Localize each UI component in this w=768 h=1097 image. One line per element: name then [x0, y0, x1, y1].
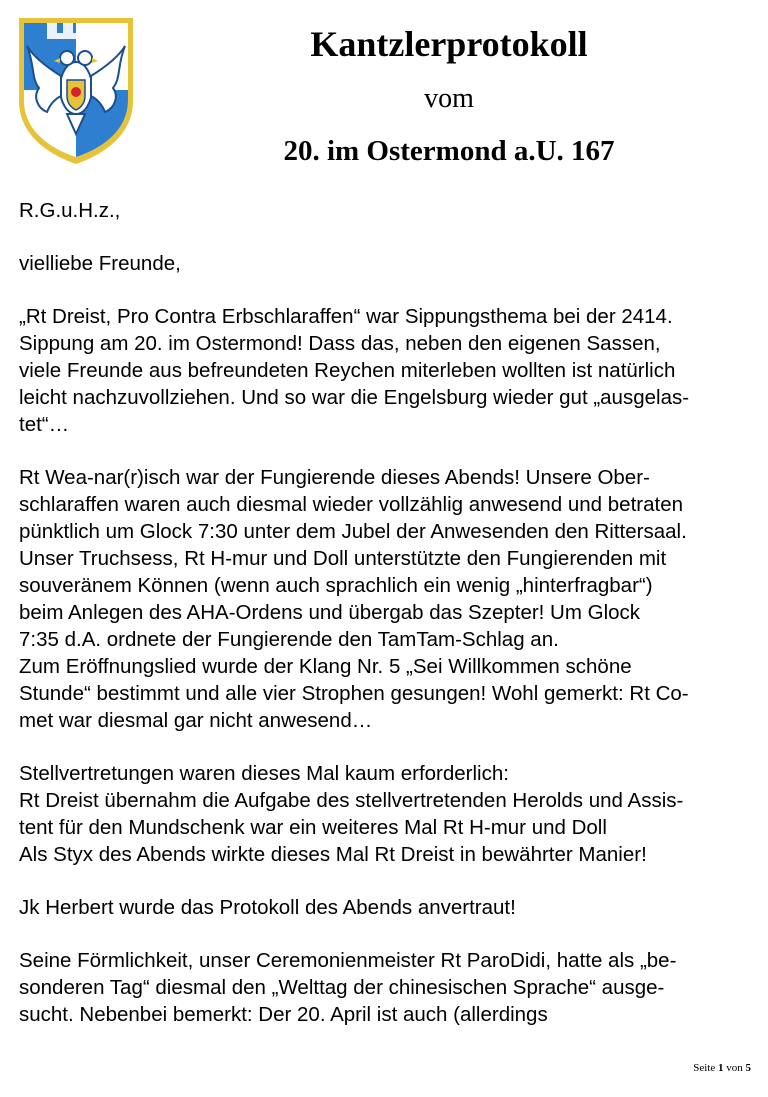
text-line: sonderen Tag“ diesmal den „Welttag der chinesischen Sprache“ ausge- — [19, 976, 665, 999]
text-line: met war diesmal gar nicht anwesend… — [19, 709, 373, 732]
text-line: viele Freunde aus befreundeten Reychen miterleben wollten ist natürlich — [19, 359, 676, 382]
text-line: Rt Wea-nar(r)isch war der Fungierende dieses Abends! Unsere Ober- — [19, 466, 650, 489]
footer-of-label: von — [726, 1062, 743, 1074]
text-line: „Rt Dreist, Pro Contra Erbschlaraffen“ war Sippungsthema bei der 2414. — [19, 305, 673, 328]
text-line: Als Styx des Abends wirkte dieses Mal Rt Dreist in bewährter Manier! — [19, 843, 647, 866]
paragraph — [19, 303, 754, 438]
text-line: Rt Dreist übernahm die Aufgabe des stellvertretenden Herolds und Assis- — [19, 789, 684, 812]
text-line: beim Anlegen des AHA-Ordens und übergab das Szepter! Um Glock — [19, 601, 641, 624]
text-line: Stunde“ bestimmt und alle vier Strophen gesungen! Wohl gemerkt: Rt Co- — [19, 682, 689, 705]
text-line: Jk Herbert wurde das Protokoll des Abends anvertraut! — [19, 896, 516, 919]
text-line: Zum Eröffnungslied wurde der Klang Nr. 5 „Sei Willkommen schöne — [19, 655, 632, 678]
text-line: tent für den Mundschenk war ein weiteres Mal Rt H-mur und Doll — [19, 816, 607, 839]
text-line: Sippung am 20. im Ostermond! Dass das, neben den eigenen Sassen, — [19, 332, 661, 355]
paragraph — [19, 250, 754, 277]
text-line: souveränem Können (wenn auch sprachlich ein wenig „hinterfragbar“) — [19, 574, 653, 597]
footer-page-label: Seite — [693, 1062, 716, 1074]
paragraph — [19, 464, 754, 734]
eagle-crest-icon — [17, 16, 135, 166]
footer-page-number: 1 — [718, 1062, 724, 1074]
text-line: leicht nachzuvollziehen. Und so war die Engelsburg wieder gut „ausgelas- — [19, 386, 690, 409]
document-date: 20. im Ostermond a.U. 167 — [283, 135, 615, 167]
paragraph — [19, 947, 754, 1028]
text-line: Seine Förmlichkeit, unser Ceremonienmeister Rt ParoDidi, hatte als „be- — [19, 949, 677, 972]
paragraph — [19, 197, 754, 224]
text-line: R.G.u.H.z., — [19, 199, 121, 222]
text-line: vielliebe Freunde, — [19, 252, 181, 275]
text-line: sucht. Nebenbei bemerkt: Der 20. April ist auch (allerdings — [19, 1003, 548, 1026]
text-line: tet“… — [19, 413, 70, 436]
text-line: Stellvertretungen waren dieses Mal kaum erforderlich: — [19, 762, 509, 785]
document-vom: vom — [424, 83, 474, 114]
document-header — [150, 22, 748, 170]
protocol-body — [19, 197, 754, 1054]
paragraph — [19, 760, 754, 868]
page-footer — [693, 1062, 751, 1074]
text-line: schlaraffen waren auch diesmal wieder vollzählig anwesend und betraten — [19, 493, 683, 516]
text-line: 7:35 d.A. ordnete der Fungierende den TamTam-Schlag an. — [19, 628, 559, 651]
footer-page-total: 5 — [745, 1062, 751, 1074]
text-line: pünktlich um Glock 7:30 unter dem Jubel der Anwesenden den Rittersaal. — [19, 520, 687, 543]
paragraph — [19, 894, 754, 921]
document-title: Kantzlerprotokoll — [310, 24, 588, 64]
text-line: Unser Truchsess, Rt H-mur und Doll unterstützte den Fungierenden mit — [19, 547, 667, 570]
